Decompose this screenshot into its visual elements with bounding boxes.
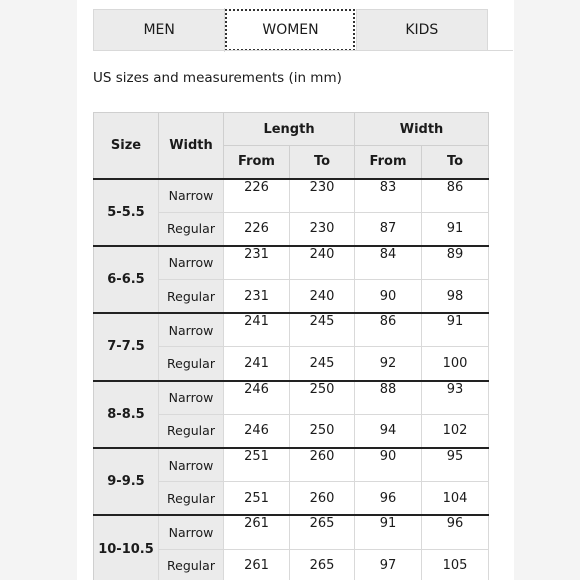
size-cell: 6-6.5 — [94, 246, 159, 313]
header-length: Length — [224, 113, 355, 146]
width-to-cell: 96 — [422, 515, 489, 549]
table-row — [94, 246, 489, 280]
gender-tabs — [93, 9, 488, 51]
tab-kids[interactable]: KIDS — [356, 10, 487, 50]
tab-women[interactable]: WOMEN — [224, 8, 355, 52]
width-from-cell: 92 — [355, 347, 422, 381]
length-to-cell: 240 — [290, 280, 355, 314]
width-from-cell: 97 — [355, 549, 422, 580]
size-cell: 5-5.5 — [94, 179, 159, 246]
size-cell: 10-10.5 — [94, 515, 159, 580]
width-type-cell: Narrow — [159, 381, 224, 415]
width-from-cell: 88 — [355, 381, 422, 415]
header-width: Width — [355, 113, 489, 146]
length-to-cell: 260 — [290, 482, 355, 516]
width-to-cell: 89 — [422, 246, 489, 280]
width-from-cell: 87 — [355, 212, 422, 246]
length-to-cell: 240 — [290, 246, 355, 280]
width-type-cell: Regular — [159, 414, 224, 448]
header-size: Size — [94, 113, 159, 179]
table-row — [94, 381, 489, 415]
length-from-cell: 251 — [224, 482, 290, 516]
width-from-cell: 86 — [355, 313, 422, 347]
table-caption: US sizes and measurements (in mm) — [93, 70, 342, 86]
length-from-cell: 226 — [224, 179, 290, 213]
length-from-cell: 246 — [224, 414, 290, 448]
width-type-cell: Regular — [159, 549, 224, 580]
table-row — [94, 448, 489, 482]
width-type-cell: Regular — [159, 347, 224, 381]
length-from-cell: 261 — [224, 549, 290, 580]
width-from-cell: 94 — [355, 414, 422, 448]
width-from-cell: 84 — [355, 246, 422, 280]
width-to-cell: 91 — [422, 313, 489, 347]
length-to-cell: 260 — [290, 448, 355, 482]
length-to-cell: 230 — [290, 179, 355, 213]
width-from-cell: 90 — [355, 448, 422, 482]
header-length-from: From — [224, 146, 290, 179]
length-from-cell: 231 — [224, 246, 290, 280]
width-from-cell: 91 — [355, 515, 422, 549]
header-width-to: To — [422, 146, 489, 179]
tab-men[interactable]: MEN — [143, 22, 175, 38]
width-type-cell: Narrow — [159, 313, 224, 347]
size-chart-table — [93, 112, 489, 580]
width-to-cell: 93 — [422, 381, 489, 415]
size-cell: 8-8.5 — [94, 381, 159, 448]
width-type-cell: Regular — [159, 482, 224, 516]
width-type-cell: Narrow — [159, 179, 224, 213]
width-to-cell: 91 — [422, 212, 489, 246]
width-type-cell: Regular — [159, 280, 224, 314]
width-type-cell: Narrow — [159, 246, 224, 280]
width-to-cell: 86 — [422, 179, 489, 213]
length-to-cell: 230 — [290, 212, 355, 246]
width-to-cell: 98 — [422, 280, 489, 314]
width-type-cell: Narrow — [159, 448, 224, 482]
table-row — [94, 179, 489, 213]
length-from-cell: 246 — [224, 381, 290, 415]
width-from-cell: 90 — [355, 280, 422, 314]
header-width-type: Width — [159, 113, 224, 179]
length-to-cell: 245 — [290, 347, 355, 381]
length-from-cell: 261 — [224, 515, 290, 549]
width-from-cell: 96 — [355, 482, 422, 516]
width-type-cell: Regular — [159, 212, 224, 246]
size-cell: 7-7.5 — [94, 313, 159, 380]
table-row — [94, 313, 489, 347]
width-from-cell: 83 — [355, 179, 422, 213]
length-from-cell: 241 — [224, 347, 290, 381]
tab-divider — [93, 50, 513, 51]
length-to-cell: 265 — [290, 515, 355, 549]
length-to-cell: 265 — [290, 549, 355, 580]
length-from-cell: 251 — [224, 448, 290, 482]
length-to-cell: 250 — [290, 414, 355, 448]
width-to-cell: 95 — [422, 448, 489, 482]
width-type-cell: Narrow — [159, 515, 224, 549]
length-from-cell: 241 — [224, 313, 290, 347]
width-to-cell: 105 — [422, 549, 489, 580]
size-cell: 9-9.5 — [94, 448, 159, 515]
length-to-cell: 245 — [290, 313, 355, 347]
length-from-cell: 231 — [224, 280, 290, 314]
length-to-cell: 250 — [290, 381, 355, 415]
header-length-to: To — [290, 146, 355, 179]
header-width-from: From — [355, 146, 422, 179]
width-to-cell: 100 — [422, 347, 489, 381]
width-to-cell: 102 — [422, 414, 489, 448]
width-to-cell: 104 — [422, 482, 489, 516]
length-from-cell: 226 — [224, 212, 290, 246]
table-row — [94, 515, 489, 549]
